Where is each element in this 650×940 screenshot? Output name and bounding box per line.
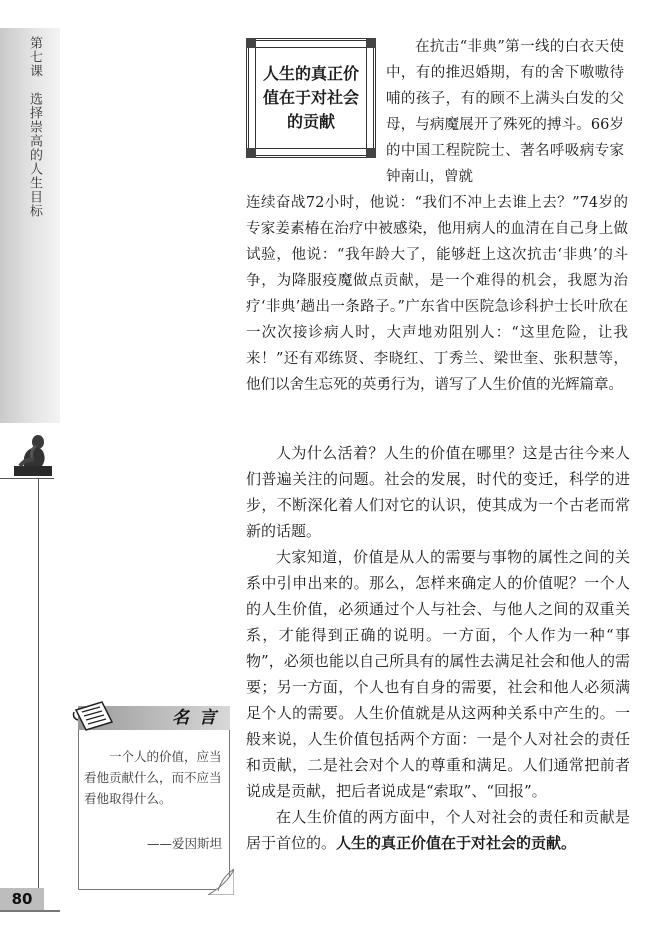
story-paragraph-top: 在抗击“非典”第一线的白衣天使中，有的推迟婚期，有的舍下嗷嗷待哺的孩子，有的顾不上满头白发的父母，与病魔展开了殊死的搏斗。66岁的中国工程院院士、著名呼吸病专家钟南山，曾就 — [386, 39, 624, 185]
quote-card-heading: 名言 — [78, 706, 230, 730]
corner-ornament — [366, 38, 376, 48]
margin-rule-horizontal — [0, 478, 54, 479]
key-conclusion: 人生的真正价值在于对社会的贡献。 — [336, 834, 577, 852]
page-curl-icon — [208, 869, 234, 895]
margin-rule-vertical — [38, 478, 39, 888]
body-paragraph-2: 大家知道，价值是从人的需要与事物的属性之间的关系中引申出来的。那么，怎样来确定人的价值呢？一个人的人生价值，必须通过个人与社会、与他人之间的双重关系，才能得到正确的说明。一方面，个人作为一种“事物”，必须也能以自己所具有的属性去满足社会和他人的需要；另一方面，个人也有自身的需要，社会和他人必须满足个人的需要。人生价值就是从这两种关系中产生的。一般来说，人生价值包括两个方面：一是个人对社会的责任和贡献，二是社会对个人的尊重和满足。人们通常把前者说成是贡献，把后者说成是“索取”、“回报”。 — [246, 548, 630, 800]
main-body — [246, 440, 630, 856]
thinker-statue-icon — [8, 428, 58, 478]
corner-ornament — [246, 38, 256, 48]
page-number-rule — [0, 910, 60, 912]
body-paragraph-3-text: 在人生价值的两方面中，个人对社会的责任和贡献是居于首位的。 — [246, 808, 630, 852]
chapter-label: 第七课 选择崇高的人生目标 — [27, 36, 42, 218]
quote-text: 一个人的价值，应当看他贡献什么，而不应当看他取得什么。 — [84, 749, 222, 806]
section-heading-box — [246, 38, 376, 158]
body-paragraph-1: 人为什么活着？人生的价值在哪里？这是古往今来人们普遍关注的问题。社会的发展，时代的变迁，科学的进步，不断深化着人们对它的认识，使其成为一个古老而常新的话题。 — [246, 444, 630, 540]
quote-author: ——爱因斯坦 — [146, 836, 222, 851]
newspaper-scroll-icon — [72, 700, 116, 734]
page-number: 80 — [0, 888, 44, 910]
famous-quote-card — [72, 700, 232, 895]
story-paragraph-rest: 连续奋战72小时，他说：“我们不冲上去谁上去？”74岁的专家姜素椿在治疗中被感染，他用病人的血清在自己身上做试验，他说：“我年龄大了，能够赶上这次抗击‘非典’的斗争，为降服疫魔做点贡献，是一个难得的机会，我愿为治疗‘非典’趟出一条路子。”广东省中医院急诊科护士长叶欣在一次次接诊病人时，大声地劝阻别人：“这里危险，让我来！”还有邓练贤、李晓红、丁秀兰、梁世奎、张积慧等，他们以舍生忘死的英勇行为，谱写了人生价值的光辉篇章。 — [246, 195, 628, 393]
section-heading: 人生的真正价值在于对社会的贡献 — [255, 47, 367, 149]
corner-ornament — [366, 148, 376, 158]
body-paragraph-3 — [246, 804, 630, 856]
corner-ornament — [246, 148, 256, 158]
